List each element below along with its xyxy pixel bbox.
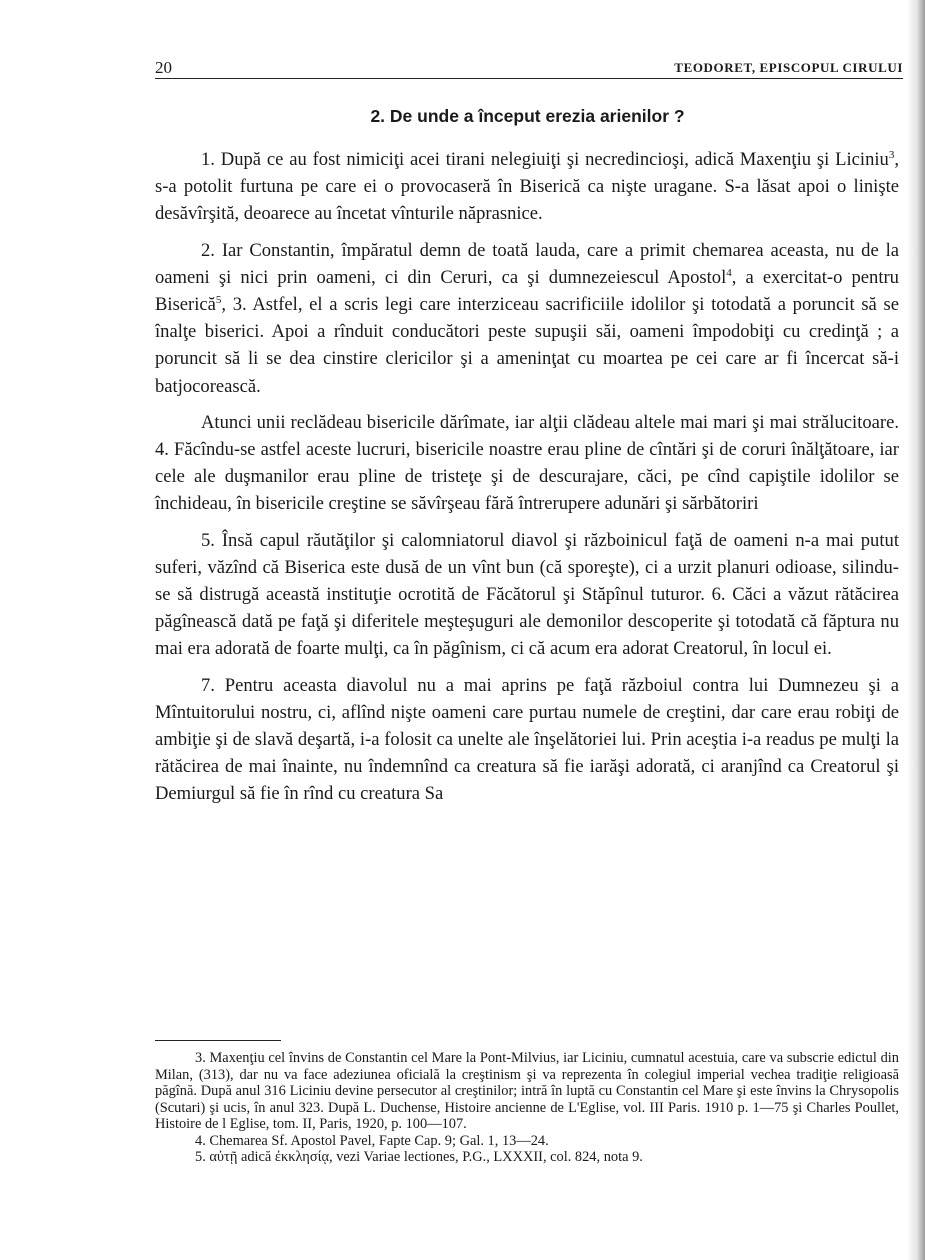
- footnote-ref[interactable]: 5: [215, 293, 222, 306]
- page-header: [155, 56, 903, 79]
- footnote-divider: [155, 1040, 281, 1041]
- body-text: [155, 146, 899, 817]
- page-edge-shadow: [907, 0, 925, 1260]
- section-title: 2. De unde a început erezia arienilor ?: [370, 106, 685, 126]
- footnote-ref[interactable]: 3: [888, 148, 895, 161]
- running-title: TEODORET, EPISCOPUL CIRULUI: [674, 60, 903, 75]
- paragraph: 1. După ce au fost nimiciţi acei tirani nelegiuiţi şi necredincioşi, adică Maxenţiu şi Liciniu$^3$, s-a potolit furtuna pe care ei o provocaseră în Biserică ca nişte uragane. S-a lăsat apoi o linişte desăvîrşită, deoarece au încetat vînturile năprasnice.: [155, 148, 899, 225]
- footnote: 3. Maxenţiu cel învins de Constantin cel Mare la Pont-Milvius, iar Liciniu, cumnatul acestuia, care va subscrie edictul din Milan, (313), dar nu va face adeziunea oficială la creştinism şi va reprezenta în colegiul imperial vechea tradiţie religioasă păgînă. După anul 316 Liciniu devine persecutor al creştinilor; intră în luptă cu Constantin cel Mare şi este învins la Chrysopolis (Scutari) şi ucis, în anul 323. După L. Duchense, Histoire ancienne de L'Eglise, vol. III Paris. 1910 p. 1—75 şi Charles Poullet, Histoire de l Eglise, tom. II, Paris, 1920, p. 100—107.: [155, 1050, 899, 1132]
- page-number: 20: [155, 58, 172, 77]
- paragraph: 5. Însă capul răutăţilor şi calomniatorul diavol şi războinicul faţă de oameni n-a mai putut suferi, văzînd că Biserica este dusă de un vînt bun (că sporeşte), ci a urzit planuri odioase, silindu-se să distrugă această instituţie ocrotită de Făcătorul şi Stăpînul tuturor. 6. Căci a văzut rătăcirea păgînească dată pe faţă şi diferitele meşteşuguri ale demonilor descoperite şi totodată că făptura nu mai era adorată de foarte mulţi, ca în păgînism, ci că acum era adorat Creatorul, în locul ei.: [155, 529, 899, 660]
- footnote: 5. αὐτῇ adică ἐκκλησίᾳ, vezi Variae lectiones, P.G., LXXXII, col. 824, nota 9.: [195, 1149, 643, 1165]
- paragraph: Atunci unii reclădeau bisericile dărîmate, iar alţii clădeau altele mai mari şi mai strălucitoare. 4. Făcîndu-se astfel aceste lucruri, bisericile noastre erau pline de cîntări şi de coruri înălţătoare, iar cele ale duşmanilor erau pline de tristeţe şi de descurajare, căci, pe cînd capiştile idolilor se închideau, în bisericile creştine se săvîrşeau fără întrerupere adunări şi sărbătoriri: [155, 411, 899, 515]
- footnote-ref[interactable]: 4: [726, 266, 732, 279]
- paragraph: 7. Pentru aceasta diavolul nu a mai aprins pe faţă războiul contra lui Dumnezeu şi a Mîntuitorului nostru, ci, aflînd nişte oameni care purtau numele de creştini, dar care erau robiţi de ambiţie şi de slavă deşartă, i-a folosit ca unelte ale înşelătoriei lui. Prin aceştia i-a readus pe mulţi la rătăcirea de mai înainte, nu îndemnînd ca creatura să fie iarăşi adorată, ci aranjînd ca Creatorul şi Demiurgul să fie în rînd cu creatura Sa: [155, 674, 899, 805]
- paragraph: 2. Iar Constantin, împăratul demn de toată lauda, care a primit chemarea aceasta, nu de la oameni şi nici prin oameni, ci din Ceruri, ca şi dumnezeiescul Apostol$^4$, a exercitat-o pentru Biserică$^5$, 3. Astfel, el a scris legi care interziceau sacrificiile idolilor şi totodată a poruncit să se înalţe biserici. Apoi a rînduit conducători peste supuşii săi, oameni împodobiţi cu credinţă ; a poruncit să li se dea cinstire clericilor şi a ameninţat cu moartea pe cei care ar fi încercat să-i batjocorească.: [155, 239, 899, 397]
- footnotes: [155, 1050, 899, 1166]
- footnote: 4. Chemarea Sf. Apostol Pavel, Fapte Cap. 9; Gal. 1, 13—24.: [195, 1132, 549, 1149]
